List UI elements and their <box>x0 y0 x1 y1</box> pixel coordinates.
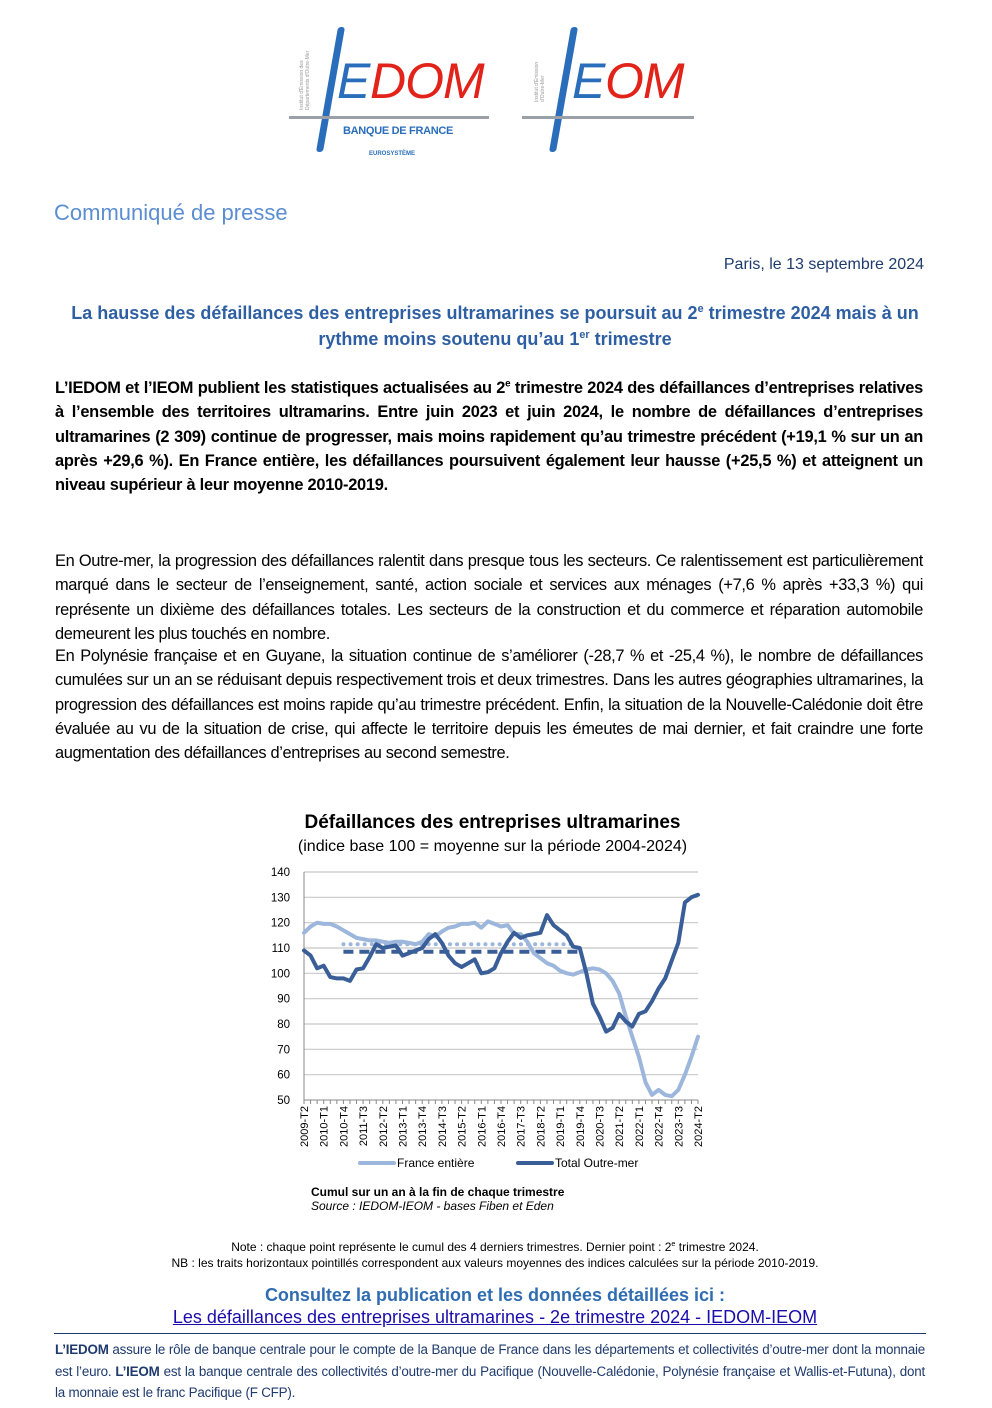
x-tick-label: 2016-T1 <box>476 1106 489 1147</box>
logo-e: E <box>337 53 370 109</box>
eurosysteme-label: EUROSYSTÈME <box>369 151 416 157</box>
x-tick-label: 2021-T2 <box>614 1106 627 1147</box>
y-tick-label: 80 <box>277 1019 290 1031</box>
consult-label: Consultez la publication et les données détaillées ici : <box>264 1285 726 1305</box>
y-axis-ticks <box>271 867 290 1107</box>
y-tick-label: 100 <box>270 968 290 981</box>
x-tick-label: 2017-T3 <box>515 1106 528 1147</box>
nb-line: NB : les traits horizontaux pointillés correspondent aux valeurs moyennes des indices calculées sur la période 2010-2019. <box>171 1256 819 1270</box>
note-line: Note : chaque point représente le cumul des 4 derniers trimestres. Dernier point : 2e trimestre 2024. <box>231 1239 759 1254</box>
chart-legend <box>360 1156 638 1170</box>
line-chart <box>260 860 730 1180</box>
y-tick-label: 90 <box>277 993 290 1006</box>
logo-om: OM <box>605 53 684 109</box>
document-type: Communiqué de presse <box>54 200 288 225</box>
y-tick-label: 60 <box>277 1069 290 1082</box>
iedom-logo <box>285 22 495 172</box>
x-tick-label: 2010-T4 <box>338 1106 351 1147</box>
x-tick-label: 2015-T2 <box>456 1106 469 1147</box>
logo-bar <box>289 116 489 119</box>
x-tick-label: 2019-T1 <box>555 1106 568 1147</box>
lead-paragraph: L’IEDOM et l’IEOM publient les statistiques actualisées au 2e trimestre 2024 des défaillances d’entreprises relatives à l’ensemble des territoires ultramarins. Entre juin 2023 et juin 2024, le nombre de défaillances d’entreprises ultramarines (2 309) continue de progresser, mais moins rapidement qu’au trimestre précédent (+19,1 % sur un an après +29,6 %). En France entière, les défaillances poursuivent également leur hausse (+25,5 %) et atteignent un niveau supérieur à leur moyenne 2010-2019. <box>55 378 923 495</box>
x-tick-label: 2011-T3 <box>358 1106 371 1147</box>
x-tick-label: 2022-T4 <box>653 1106 666 1147</box>
chart-title: Défaillances des entreprises ultramarines <box>304 812 681 833</box>
y-tick-label: 110 <box>271 943 290 955</box>
y-tick-label: 50 <box>277 1095 290 1107</box>
footer-divider <box>54 1333 926 1334</box>
x-axis <box>299 872 705 1147</box>
x-tick-label: 2013-T1 <box>397 1106 410 1147</box>
banque-de-france-label: BANQUE DE FRANCE <box>343 125 454 137</box>
x-tick-label: 2010-T1 <box>318 1106 331 1147</box>
ieom-logo <box>520 22 700 172</box>
legend-label: Total Outre-mer <box>555 1156 639 1170</box>
logo-e: E <box>572 53 605 109</box>
series-lines <box>304 895 698 1096</box>
chart-cumul-note: Cumul sur un an à la fin de chaque trimestre <box>311 1185 565 1199</box>
x-tick-label: 2009-T2 <box>299 1106 311 1147</box>
headline: La hausse des défaillances des entreprises ultramarines se poursuit au 2e trimestre 2024 mais à un rythme moins soutenu qu’au 1er trimestre <box>71 303 919 349</box>
paragraph-sectors: En Outre-mer, la progression des défaillances ralentit dans presque tous les secteurs. Ce ralentissement est particulièrement marqué dans le secteur de l’enseignement, santé, action sociale et services aux ménages (+7,6 % après +33,3 %) qui représente un dixième des défaillances totales. Les secteurs de la construction et du commerce et réparation automobile demeurent les plus touchés en nombre. <box>55 552 923 643</box>
logo-tagline: Institut d'Émission des Départements d'Outre-Mer <box>299 50 311 110</box>
chart-subtitle: (indice base 100 = moyenne sur la période 2004-2024) <box>297 838 688 855</box>
x-tick-label: 2024-T2 <box>693 1106 705 1147</box>
chart-source: Source : IEDOM-IEOM - bases Fiben et Eden <box>311 1199 554 1213</box>
y-tick-label: 140 <box>270 867 290 879</box>
logo-tagline: Institut d'Émission d'Outre-Mer <box>534 61 546 102</box>
x-tick-label: 2014-T3 <box>436 1106 449 1147</box>
x-tick-label: 2018-T2 <box>535 1106 548 1147</box>
x-tick-label: 2019-T4 <box>574 1106 587 1147</box>
legend-label: France entière <box>397 1156 475 1170</box>
series-line-total-outre-mer <box>304 895 698 1032</box>
chart-grid <box>304 872 698 1075</box>
y-tick-label: 130 <box>270 892 290 905</box>
x-tick-label: 2020-T3 <box>594 1106 607 1147</box>
logo-bar <box>522 116 694 119</box>
y-tick-label: 120 <box>270 917 290 930</box>
footer-text: L’IEDOM assure le rôle de banque centrale pour le compte de la Banque de France dans les départements et collectivités d’outre-mer dont la monnaie est l’euro. L’IEOM est la banque centrale des collectivités d’outre-mer du Pacifique (Nouvelle-Calédonie, Polynésie française et Wallis-et-Futuna), dont la monnaie est le franc Pacifique (F CFP). <box>55 1342 925 1400</box>
paragraph-geographies: En Polynésie française et en Guyane, la situation continue de s’améliorer (-28,7 % et -25,4 %), le nombre de défaillances cumulées sur un an se réduisant depuis respectivement trois et deux trimestres. Dans les autres géographies ultramarines, la progression des défaillances est moins rapide qu’au trimestre précédent. Enfin, la situation de la Nouvelle-Calédonie doit être évaluée au vu de la situation de crise, qui affecte le territoire depuis les émeutes de mai dernier, et fait craindre une forte augmentation des défaillances d’entreprises au second semestre. <box>55 647 923 763</box>
x-tick-label: 2016-T4 <box>496 1106 508 1147</box>
logo-dom: DOM <box>370 53 484 109</box>
x-tick-label: 2012-T2 <box>377 1106 390 1147</box>
y-tick-label: 70 <box>277 1044 290 1057</box>
x-tick-label: 2022-T1 <box>633 1106 646 1147</box>
publication-link[interactable]: Les défaillances des entreprises ultramarines - 2e trimestre 2024 - IEDOM-IEOM <box>172 1307 818 1327</box>
x-tick-label: 2023-T3 <box>673 1106 686 1147</box>
document-date: Paris, le 13 septembre 2024 <box>723 256 924 273</box>
x-tick-label: 2013-T4 <box>417 1106 430 1147</box>
